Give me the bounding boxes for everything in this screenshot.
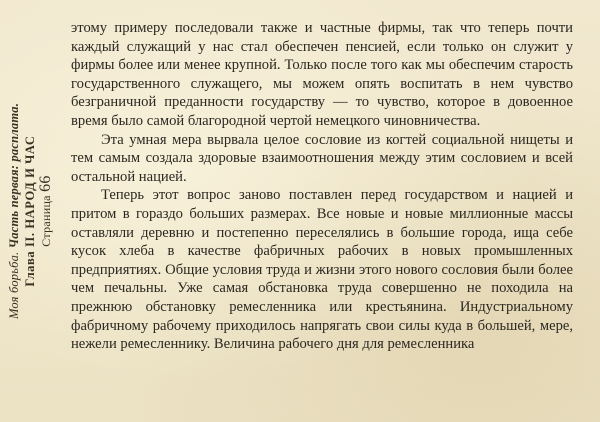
part-title: Часть первая: расплата.	[7, 102, 21, 249]
margin-header	[0, 0, 62, 422]
margin-line-page	[38, 1, 54, 421]
chapter-label: Глава	[22, 250, 37, 287]
paragraph-3: Теперь этот вопрос заново поставлен перед государством и нацией и притом в гораздо больших размерах. Все новые и новые миллионные массы оставляли деревню и постепенно переселялись в большие города, ища себе кусок хлеба в качестве фабричных рабочих в новых промышленных предприятиях. Общие условия труда и жизни этого нового сословия были более чем печальны. Уже самая обстановка труда совершенно не походила на прежнюю обстановку ремесленника или крестьянина. Индустриальному фабричному рабочему приходилось напрягать свои силы куда в большей, мере, нежели ремесленнику. Величина рабочего дня для ремесленника	[71, 187, 573, 353]
chapter-number: II.	[22, 232, 37, 248]
paragraph-2: Эта умная мера вырвала целое сословие из когтей социальной нищеты и тем самым создала здоровые взаимоотношения между этим сословием и всей остальной нацией.	[71, 131, 573, 185]
page-label: Страница	[39, 195, 53, 247]
margin-line-chapter	[24, 1, 37, 421]
margin-header-text	[8, 1, 54, 421]
page-number: 66	[37, 175, 54, 192]
margin-line-title	[8, 1, 21, 421]
chapter-title: НАРОД И ЧАС	[22, 135, 37, 229]
body-text	[71, 19, 573, 354]
paragraph-1: этому примеру последовали также и частные фирмы, так что теперь почти каждый служащий у нас стал обеспечен пенсией, если только он служит у фирмы более или менее крупной. Только после того как мы обеспечим старость государственного служащего, мы можем опять воспитать в нем чувство безграничной преданности государству — то чувство, которое в довоенное время было самой благородной чертой немецкого чиновничества.	[71, 20, 573, 129]
book-title: Моя борьба.	[7, 251, 21, 320]
